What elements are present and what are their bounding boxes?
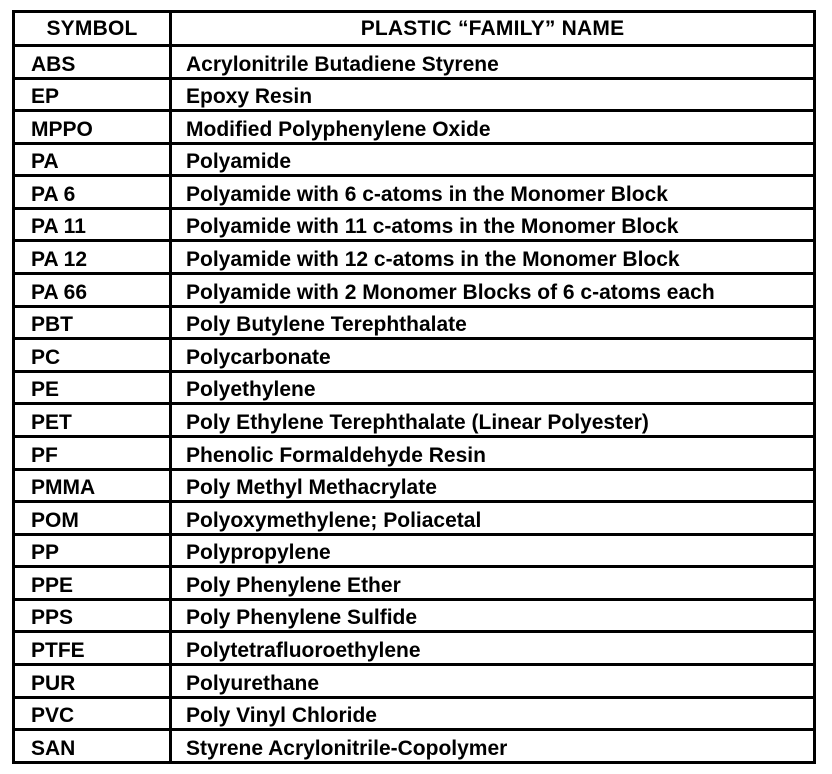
symbol-cell: PA 66 — [14, 274, 171, 307]
symbol-cell: PA — [14, 143, 171, 176]
symbol-cell: PA 12 — [14, 241, 171, 274]
table-row — [14, 241, 815, 274]
symbol-cell: PBT — [14, 306, 171, 339]
family-name-cell: Poly Phenylene Sulfide — [171, 599, 815, 632]
family-name-cell: Modified Polyphenylene Oxide — [171, 111, 815, 144]
table-row — [14, 78, 815, 111]
table-row — [14, 599, 815, 632]
symbol-cell: PVC — [14, 697, 171, 730]
family-name-cell: Poly Ethylene Terephthalate (Linear Polyester) — [171, 404, 815, 437]
symbol-cell: ABS — [14, 46, 171, 79]
table-row — [14, 208, 815, 241]
symbol-cell: PPE — [14, 567, 171, 600]
symbol-cell: PA 11 — [14, 208, 171, 241]
plastics-table — [12, 10, 816, 764]
family-name-cell: Poly Vinyl Chloride — [171, 697, 815, 730]
family-name-cell: Polyamide with 12 c-atoms in the Monomer Block — [171, 241, 815, 274]
family-name-cell: Poly Phenylene Ether — [171, 567, 815, 600]
symbol-cell: PA 6 — [14, 176, 171, 209]
symbol-cell: EP — [14, 78, 171, 111]
plastics-table-container — [12, 10, 816, 764]
family-name-cell: Polytetrafluoroethylene — [171, 632, 815, 665]
symbol-cell: PE — [14, 371, 171, 404]
table-row — [14, 404, 815, 437]
symbol-cell: PP — [14, 534, 171, 567]
table-row — [14, 469, 815, 502]
family-name-cell: Polyoxymethylene; Poliacetal — [171, 502, 815, 535]
table-row — [14, 436, 815, 469]
table-row — [14, 176, 815, 209]
symbol-cell: PPS — [14, 599, 171, 632]
symbol-cell: PMMA — [14, 469, 171, 502]
table-row — [14, 664, 815, 697]
table-row — [14, 567, 815, 600]
table-row — [14, 534, 815, 567]
table-row — [14, 502, 815, 535]
table-row — [14, 274, 815, 307]
symbol-cell: PET — [14, 404, 171, 437]
family-name-header: PLASTIC “FAMILY” NAME — [171, 12, 815, 46]
table-row — [14, 306, 815, 339]
family-name-cell: Phenolic Formaldehyde Resin — [171, 436, 815, 469]
family-name-cell: Polyamide with 11 c-atoms in the Monomer Block — [171, 208, 815, 241]
family-name-cell: Poly Methyl Methacrylate — [171, 469, 815, 502]
symbol-cell: POM — [14, 502, 171, 535]
symbol-cell: PC — [14, 339, 171, 372]
table-row — [14, 697, 815, 730]
family-name-cell: Polypropylene — [171, 534, 815, 567]
symbol-header: SYMBOL — [14, 12, 171, 46]
family-name-cell: Acrylonitrile Butadiene Styrene — [171, 46, 815, 79]
table-row — [14, 632, 815, 665]
table-row — [14, 730, 815, 763]
family-name-cell: Poly Butylene Terephthalate — [171, 306, 815, 339]
family-name-cell: Polycarbonate — [171, 339, 815, 372]
family-name-cell: Polyethylene — [171, 371, 815, 404]
symbol-cell: MPPO — [14, 111, 171, 144]
table-row — [14, 339, 815, 372]
table-body — [14, 46, 815, 763]
symbol-cell: SAN — [14, 730, 171, 763]
table-header-row — [14, 12, 815, 46]
table-row — [14, 46, 815, 79]
family-name-cell: Styrene Acrylonitrile-Copolymer — [171, 730, 815, 763]
family-name-cell: Polyamide with 6 c-atoms in the Monomer Block — [171, 176, 815, 209]
table-row — [14, 111, 815, 144]
family-name-cell: Polyamide — [171, 143, 815, 176]
family-name-cell: Epoxy Resin — [171, 78, 815, 111]
symbol-cell: PUR — [14, 664, 171, 697]
table-row — [14, 143, 815, 176]
symbol-cell: PF — [14, 436, 171, 469]
table-row — [14, 371, 815, 404]
family-name-cell: Polyamide with 2 Monomer Blocks of 6 c-atoms each — [171, 274, 815, 307]
family-name-cell: Polyurethane — [171, 664, 815, 697]
symbol-cell: PTFE — [14, 632, 171, 665]
